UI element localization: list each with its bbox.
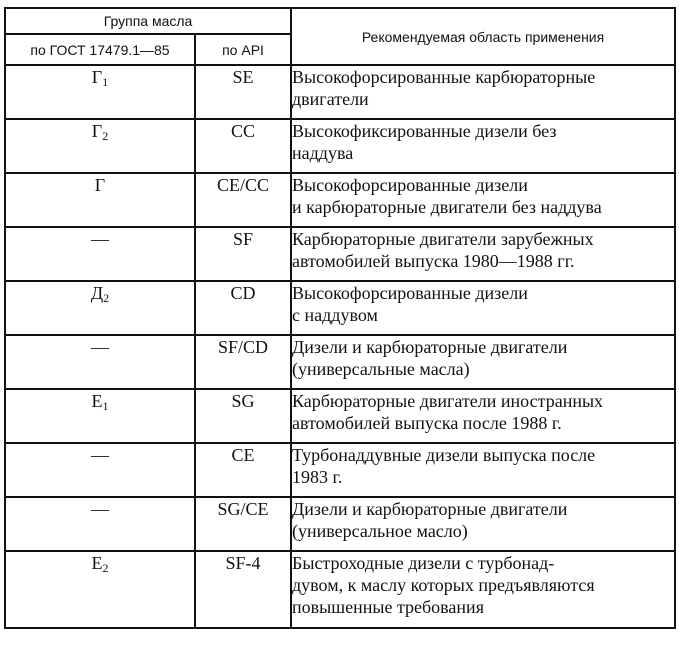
cell-gost: [5, 497, 195, 551]
usage-line: 1983 г.: [292, 467, 343, 487]
usage-line: с наддувом: [292, 305, 378, 325]
cell-api: СС: [195, 119, 291, 173]
cell-api: CE: [195, 443, 291, 497]
usage-line: Турбонаддувные дизели выпуска после: [292, 445, 596, 465]
cell-usage: [291, 281, 675, 335]
usage-line: Быстроходные дизели с турбонад-: [292, 553, 555, 573]
header-api: по API: [195, 34, 291, 65]
table-row: [5, 65, 675, 119]
cell-api: SF/CD: [195, 335, 291, 389]
usage-line: наддува: [292, 143, 354, 163]
table-row: [5, 119, 675, 173]
gost-group-subscript: 1: [102, 399, 109, 413]
usage-line: Высокофиксированные дизели без: [292, 121, 557, 141]
cell-usage: [291, 119, 675, 173]
cell-gost: [5, 281, 195, 335]
cell-usage: [291, 335, 675, 389]
usage-line: повышенные требования: [292, 597, 484, 617]
usage-line: Карбюраторные двигатели зарубежных: [292, 229, 594, 249]
cell-usage: [291, 65, 675, 119]
cell-api: CD: [195, 281, 291, 335]
cell-gost: [5, 65, 195, 119]
gost-group: Г: [91, 67, 103, 87]
usage-line: двигатели: [292, 89, 369, 109]
usage-line: Высокофорсированные дизели: [292, 175, 528, 195]
usage-line: (универсальное масло): [292, 521, 468, 541]
usage-line: и карбюраторные двигатели без наддува: [292, 197, 602, 217]
usage-line: Высокофорсированные карбюраторные: [292, 67, 596, 87]
cell-usage: [291, 443, 675, 497]
cell-usage: [291, 389, 675, 443]
gost-group: —: [91, 499, 109, 519]
cell-gost: [5, 173, 195, 227]
table-row: [5, 335, 675, 389]
usage-line: автомобилей выпуска после 1988 г.: [292, 413, 562, 433]
cell-gost: [5, 443, 195, 497]
cell-gost: [5, 389, 195, 443]
cell-api: SF: [195, 227, 291, 281]
header-oil-group: Группа масла: [5, 8, 291, 34]
cell-usage: [291, 551, 675, 628]
table-body: [5, 65, 675, 628]
table-row: [5, 389, 675, 443]
usage-line: (универсальные масла): [292, 359, 470, 379]
gost-group-subscript: 2: [103, 291, 110, 305]
table-row: [5, 443, 675, 497]
gost-group: Е: [91, 391, 103, 411]
gost-group: Г: [94, 175, 106, 195]
table-row: [5, 551, 675, 628]
gost-group-subscript: 2: [102, 129, 109, 143]
usage-line: Дизели и карбюраторные двигатели: [292, 337, 568, 357]
gost-group: Е: [91, 553, 103, 573]
usage-line: автомобилей выпуска 1980—1988 гг.: [292, 251, 575, 271]
gost-group-subscript: 1: [102, 75, 109, 89]
table-row: [5, 227, 675, 281]
gost-group: —: [91, 229, 109, 249]
table-row: [5, 497, 675, 551]
cell-usage: [291, 497, 675, 551]
cell-api: CE/CC: [195, 173, 291, 227]
gost-group: Д: [90, 283, 104, 303]
header-usage: Рекомендуемая область применения: [291, 8, 675, 65]
table-row: [5, 281, 675, 335]
usage-line: Карбюраторные двигатели иностранных: [292, 391, 604, 411]
cell-api: SG/CE: [195, 497, 291, 551]
gost-group: Г: [91, 121, 103, 141]
table-row: [5, 173, 675, 227]
oil-group-table: [4, 7, 676, 629]
usage-line: Дизели и карбюраторные двигатели: [292, 499, 568, 519]
cell-gost: [5, 335, 195, 389]
cell-api: SE: [195, 65, 291, 119]
cell-gost: [5, 119, 195, 173]
cell-gost: [5, 227, 195, 281]
gost-group-subscript: 2: [102, 561, 109, 575]
gost-group: —: [91, 445, 109, 465]
usage-line: Высокофорсированные дизели: [292, 283, 528, 303]
cell-usage: [291, 227, 675, 281]
cell-gost: [5, 551, 195, 628]
header-gost: по ГОСТ 17479.1—85: [5, 34, 195, 65]
gost-group: —: [91, 337, 109, 357]
usage-line: дувом, к маслу которых предъявляются: [292, 575, 595, 595]
cell-api: SG: [195, 389, 291, 443]
cell-api: SF-4: [195, 551, 291, 628]
cell-usage: [291, 173, 675, 227]
